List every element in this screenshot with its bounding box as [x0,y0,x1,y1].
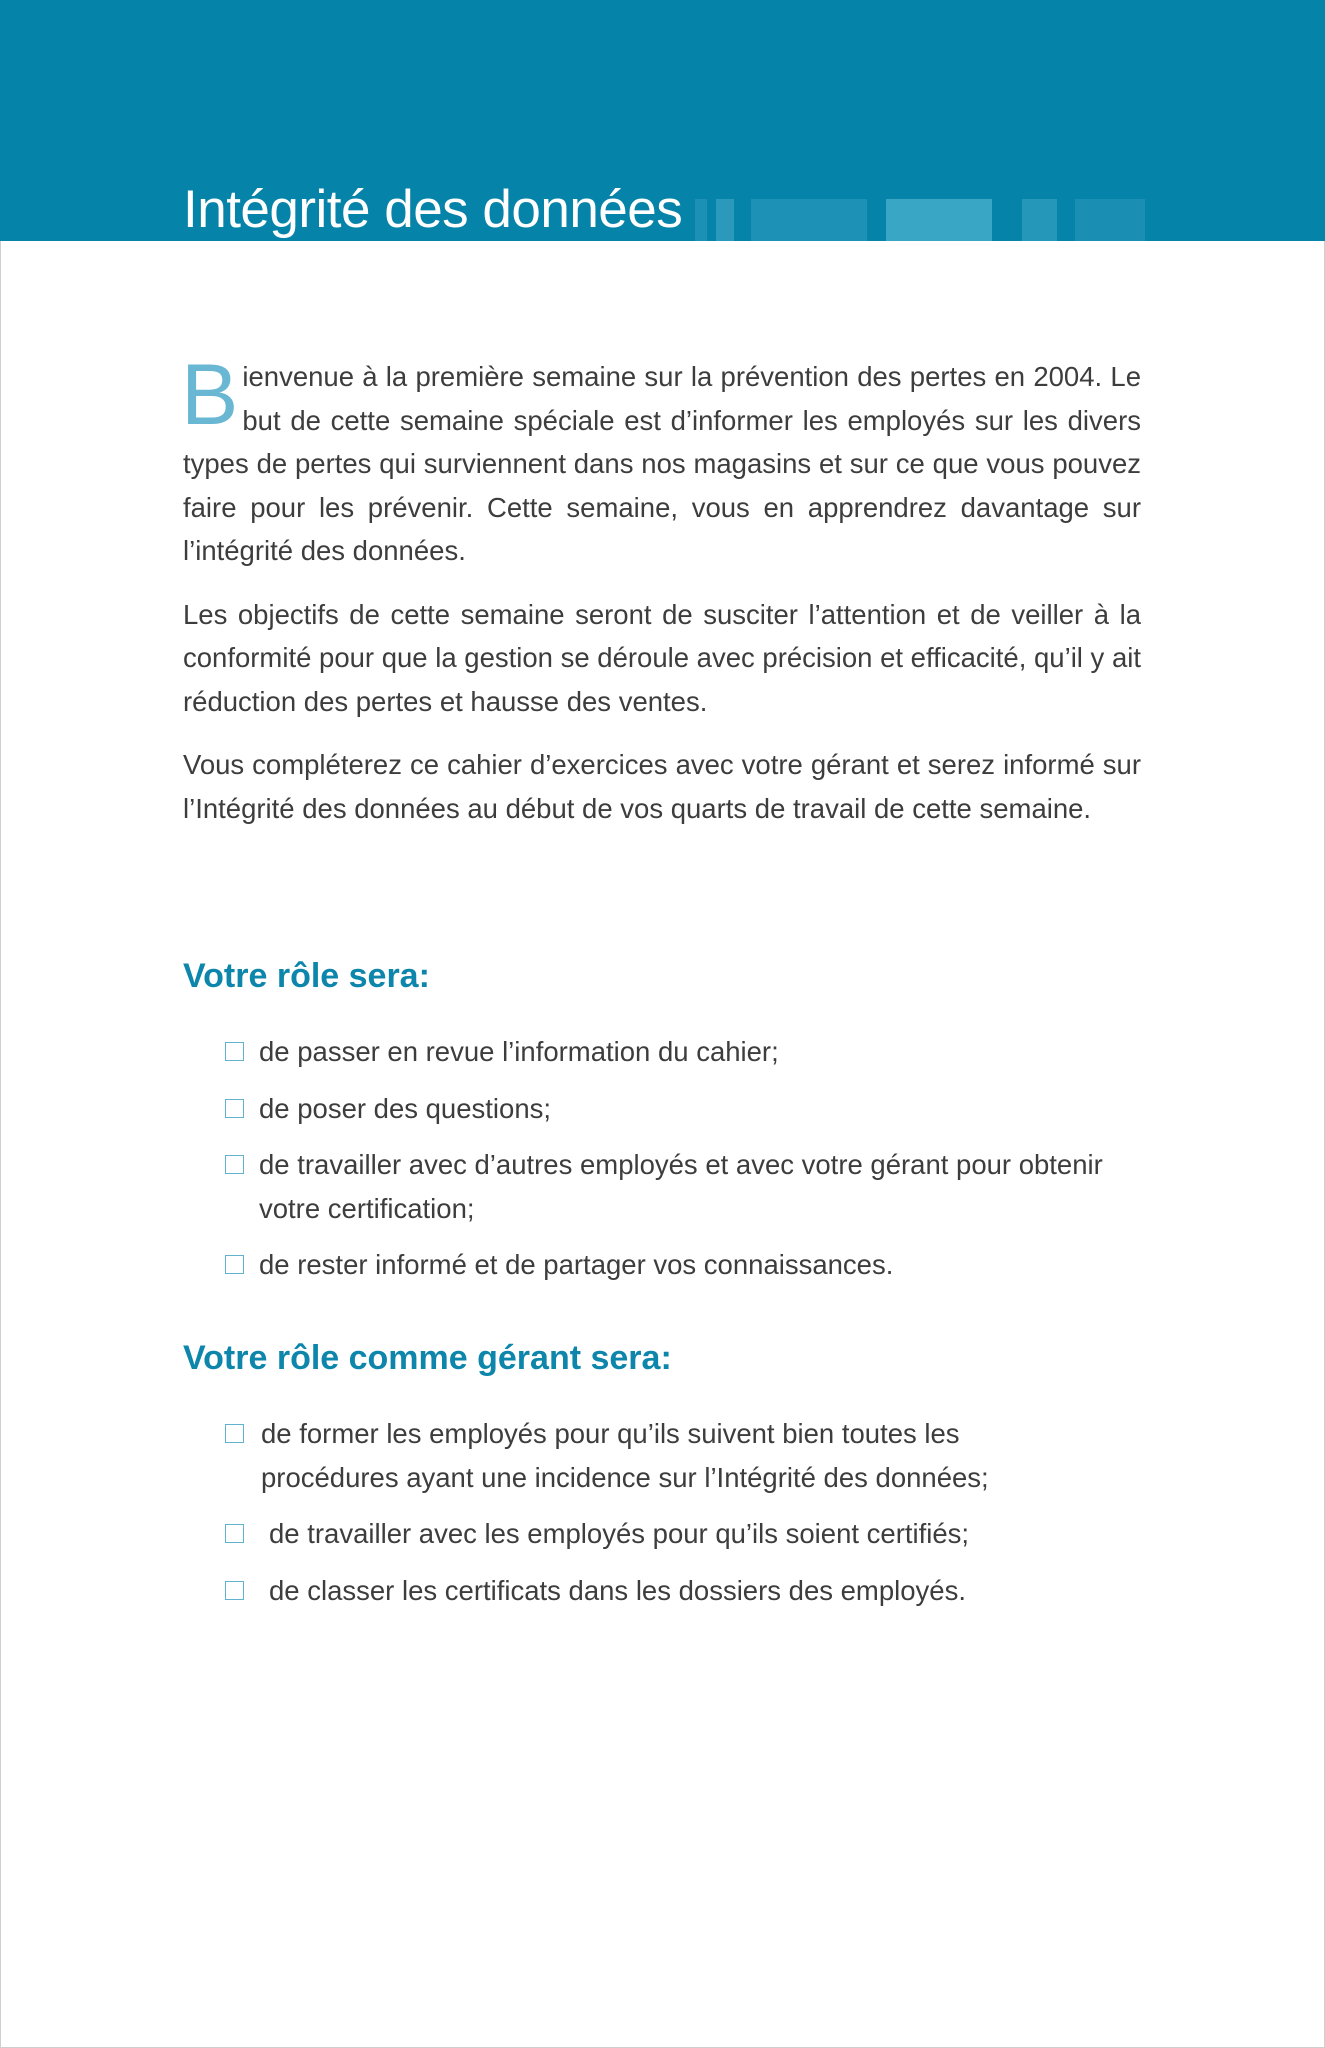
header-deco-block-1 [695,199,707,241]
intro-paragraph-1-text: ienvenue à la première semaine sur la prévention des pertes en 2004. Le but de cette semaine spéciale est d’informer les employés sur les divers types de pertes qui surviennent dans nos magasins et sur ce que vous pouvez faire pour les prévenir. Cette semaine, vous en apprendrez davantage sur l’intégrité des données. [183,361,1141,566]
checkbox-icon [225,1581,244,1600]
manager-role-list [225,1412,1125,1625]
page-title: Intégrité des données [183,180,683,239]
employee-role-item: de rester informé et de partager vos connaissances. [225,1243,1125,1287]
header-deco-block-5 [1022,199,1057,241]
drop-cap: B [181,347,239,443]
employee-role-list [225,1030,1125,1300]
manager-role-item: de former les employés pour qu’ils suivent bien toutes les procédures ayant une incidence sur l’Intégrité des données; [225,1412,1061,1499]
employee-role-item: de travailler avec d’autres employés et avec votre gérant pour obtenir votre certification; [225,1143,1109,1230]
header-band [0,0,1325,241]
main-content [181,347,1141,850]
checkbox-icon [225,1524,244,1543]
header-deco-block-2 [716,199,734,241]
checkbox-icon [225,1424,244,1443]
manager-role-item: de classer les certificats dans les dossiers des employés. [225,1569,1125,1613]
checkbox-icon [225,1042,244,1061]
checkbox-icon [225,1099,244,1118]
checkbox-icon [225,1255,244,1274]
intro-paragraph-2: Les objectifs de cette semaine seront de susciter l’attention et de veiller à la conformité pour que la gestion se déroule avec précision et efficacité, qu’il y ait réduction des pertes et hausse des ventes. [183,598,1141,717]
intro-paragraph-1 [181,347,1141,573]
employee-role-item: de passer en revue l’information du cahier; [225,1030,1125,1074]
intro-paragraph-3: Vous compléterez ce cahier d’exercices avec votre gérant et serez informé sur l’Intégrité des données au début de vos quarts de travail de cette semaine. [183,749,1141,824]
header-deco-block-4 [886,199,992,241]
employee-role-item: de poser des questions; [225,1087,1125,1131]
manager-role-item: de travailler avec les employés pour qu’ils soient certifiés; [225,1512,1125,1556]
checkbox-icon [225,1155,244,1174]
header-deco-block-3 [751,199,867,241]
manager-role-heading: Votre rôle comme gérant sera: [183,1339,672,1377]
employee-role-heading: Votre rôle sera: [183,957,430,995]
header-deco-block-6 [1075,199,1145,241]
